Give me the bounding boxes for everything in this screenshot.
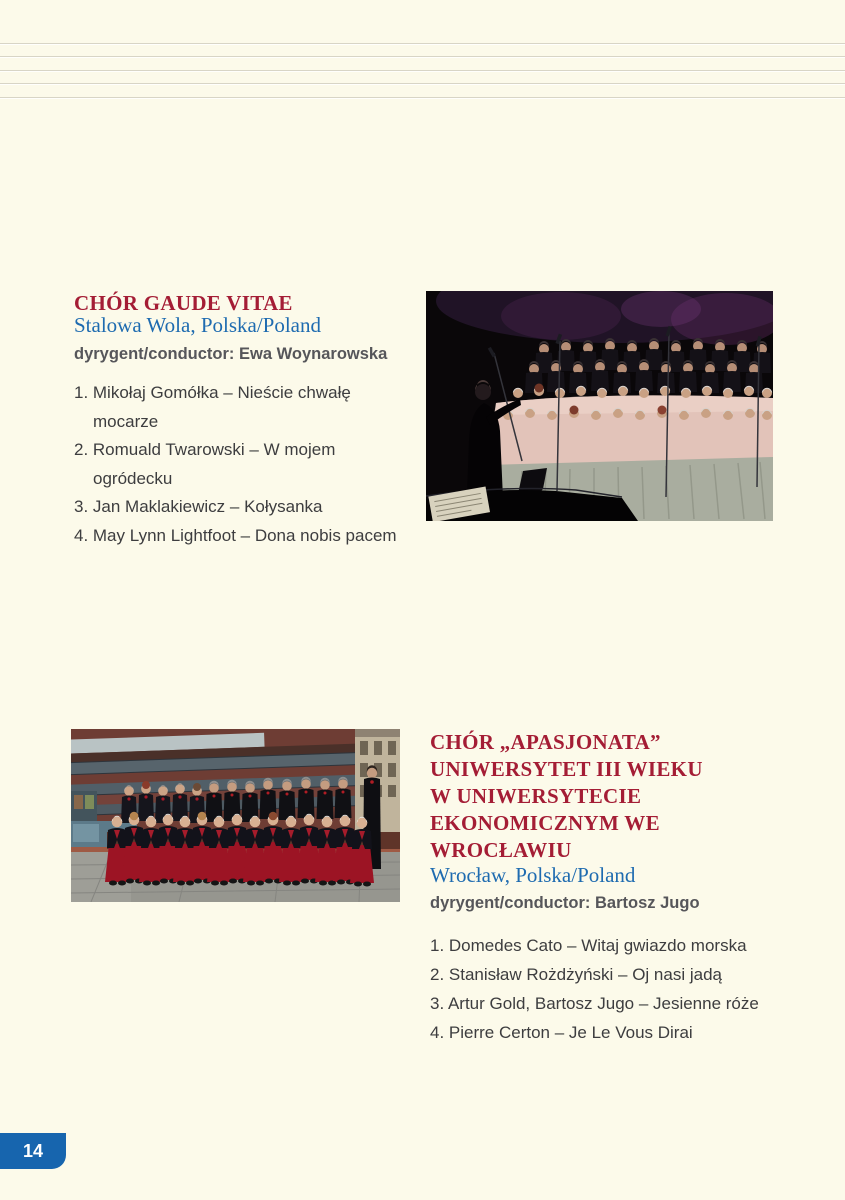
repertoire-item: 3. Artur Gold, Bartosz Jugo – Jesienne róże bbox=[430, 994, 759, 1013]
choir-title-line: CHÓR GAUDE VITAE bbox=[74, 291, 293, 315]
choir-conductor: dyrygent/conductor: Bartosz Jugo bbox=[430, 894, 700, 912]
staff-line bbox=[0, 43, 845, 44]
choir-conductor: dyrygent/conductor: Ewa Woynarowska bbox=[74, 345, 388, 363]
staff-line bbox=[0, 97, 845, 98]
repertoire-item: 4. Pierre Certon – Je Le Vous Dirai bbox=[430, 1023, 693, 1042]
repertoire-item: 4. May Lynn Lightfoot – Dona nobis pacem bbox=[74, 525, 397, 545]
staff-line bbox=[0, 56, 845, 57]
staff-line bbox=[0, 83, 845, 84]
choir-title-line: UNIWERSYTET III WIEKU bbox=[430, 757, 703, 781]
choir-title-line: CHÓR „APASJONATA” bbox=[430, 730, 661, 754]
choir-location: Stalowa Wola, Polska/Poland bbox=[74, 313, 321, 337]
repertoire-item: 2. Stanisław Rożdżyński – Oj nasi jadą bbox=[430, 965, 722, 984]
choir-title-line: W UNIWERSYTECIE bbox=[430, 784, 642, 808]
repertoire-item: 1. Mikołaj Gomółka – Nieście chwałę bbox=[74, 383, 351, 402]
repertoire-item: 3. Jan Maklakiewicz – Kołysanka bbox=[74, 497, 323, 516]
repertoire-item: 1. Domedes Cato – Witaj gwiazdo morska bbox=[430, 936, 747, 955]
repertoire-item: 2. Romuald Twarowski – W mojem bbox=[74, 440, 336, 459]
page-number: 14 bbox=[22, 1140, 44, 1161]
choir-title bbox=[430, 729, 703, 864]
choir-stage-photo bbox=[426, 291, 773, 521]
choir-location: Wrocław, Polska/Poland bbox=[430, 863, 636, 887]
choir-title-line: WROCŁAWIU bbox=[430, 838, 572, 862]
staff-line bbox=[0, 70, 845, 71]
page-number-badge bbox=[0, 1133, 66, 1169]
repertoire-item-continuation: mocarze bbox=[93, 411, 159, 431]
repertoire-list bbox=[430, 931, 775, 1047]
repertoire-item-continuation: ogródecku bbox=[93, 468, 173, 488]
choir-title-line: EKONOMICZNYM WE bbox=[430, 811, 660, 835]
repertoire-list bbox=[74, 379, 419, 550]
choir-group-photo bbox=[71, 729, 400, 902]
